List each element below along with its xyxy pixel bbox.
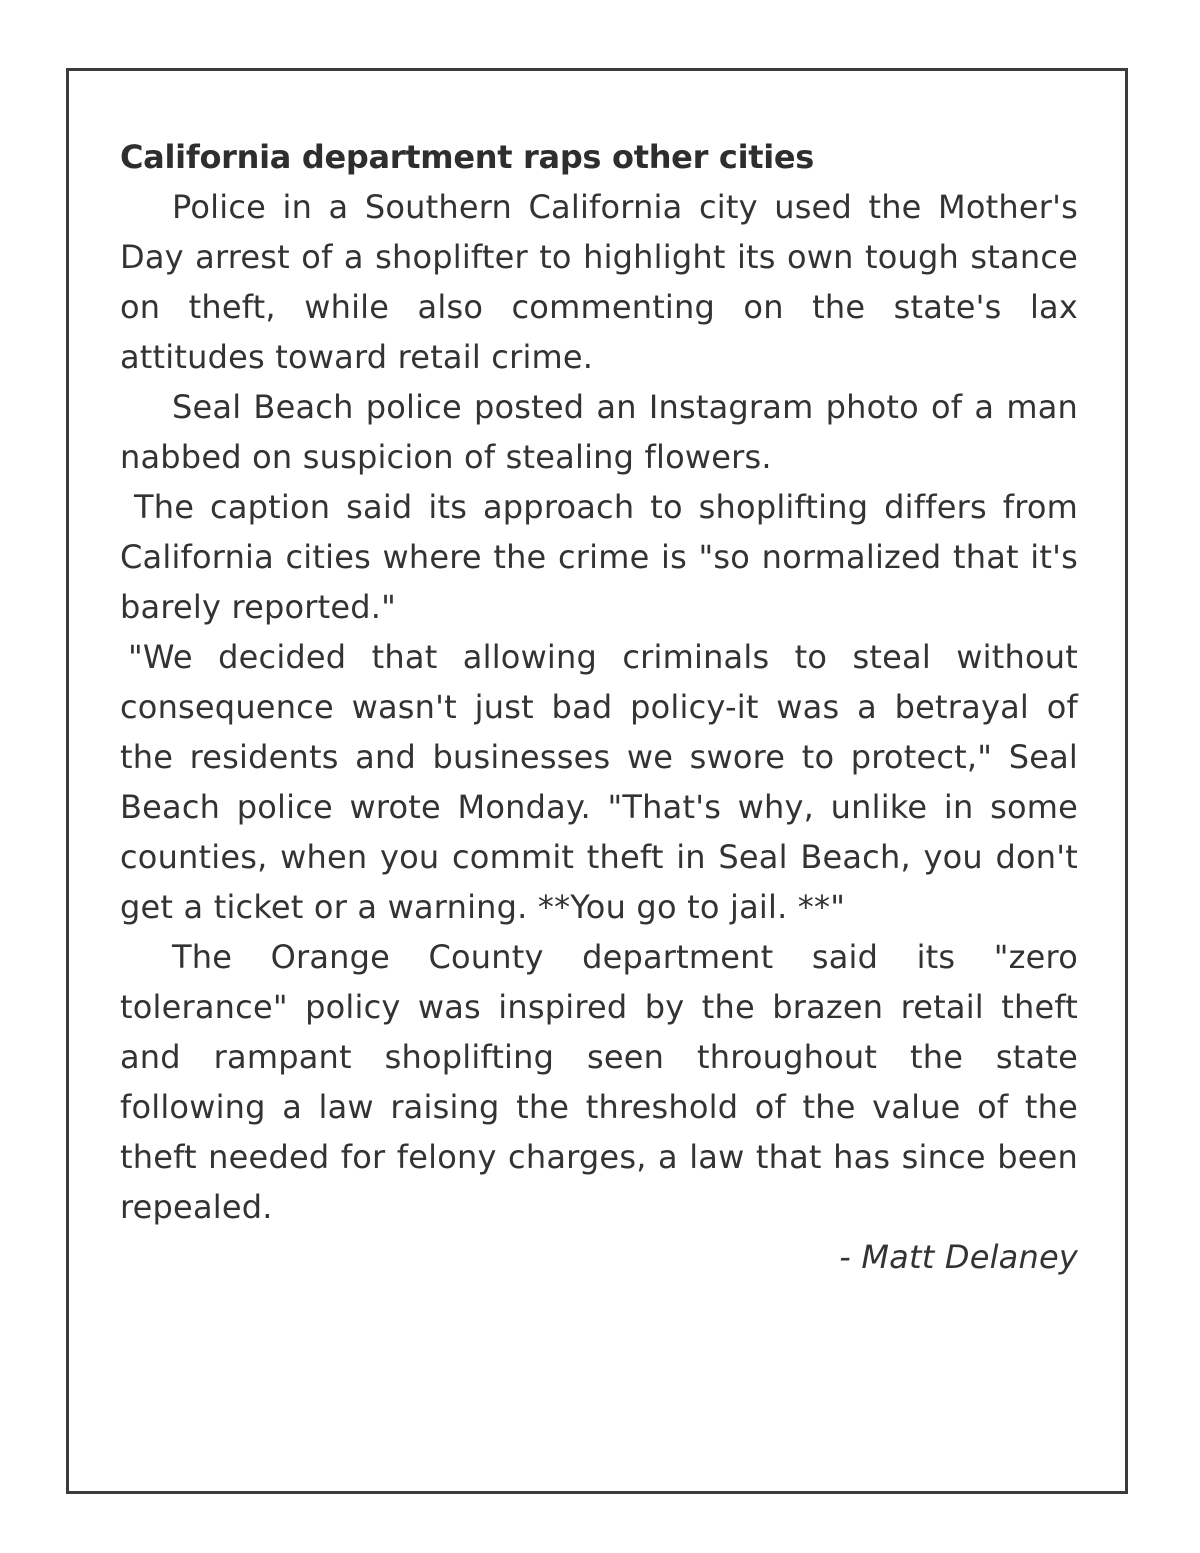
article-body bbox=[120, 132, 1078, 1282]
byline: - Matt Delaney bbox=[839, 1238, 1078, 1276]
paragraph-3: The caption said its approach to shoplifting differs from California cities where the crime is "so normalized that it's barely reported." bbox=[120, 488, 1078, 626]
paragraph-2: Seal Beach police posted an Instagram photo of a man nabbed on suspicion of stealing flowers. bbox=[120, 388, 1078, 476]
paragraph-4: "We decided that allowing criminals to steal without consequence wasn't just bad policy-it was a betrayal of the residents and businesses we swore to protect," Seal Beach police wrote Monday. "That's why, unlike in some counties, when you commit theft in Seal Beach, you don't get a ticket or a warning. **You go to jail. **" bbox=[120, 638, 1078, 926]
paragraph-5: The Orange County department said its "zero tolerance" policy was inspired by the brazen retail theft and rampant shoplifting seen throughout the state following a law raising the threshold of the value of the theft needed for felony charges, a law that has since been repealed. bbox=[120, 938, 1078, 1226]
headline: California department raps other cities bbox=[120, 138, 815, 176]
paragraph-1: Police in a Southern California city used the Mother's Day arrest of a shoplifter to highlight its own tough stance on theft, while also commenting on the state's lax attitudes toward retail crime. bbox=[120, 188, 1078, 376]
